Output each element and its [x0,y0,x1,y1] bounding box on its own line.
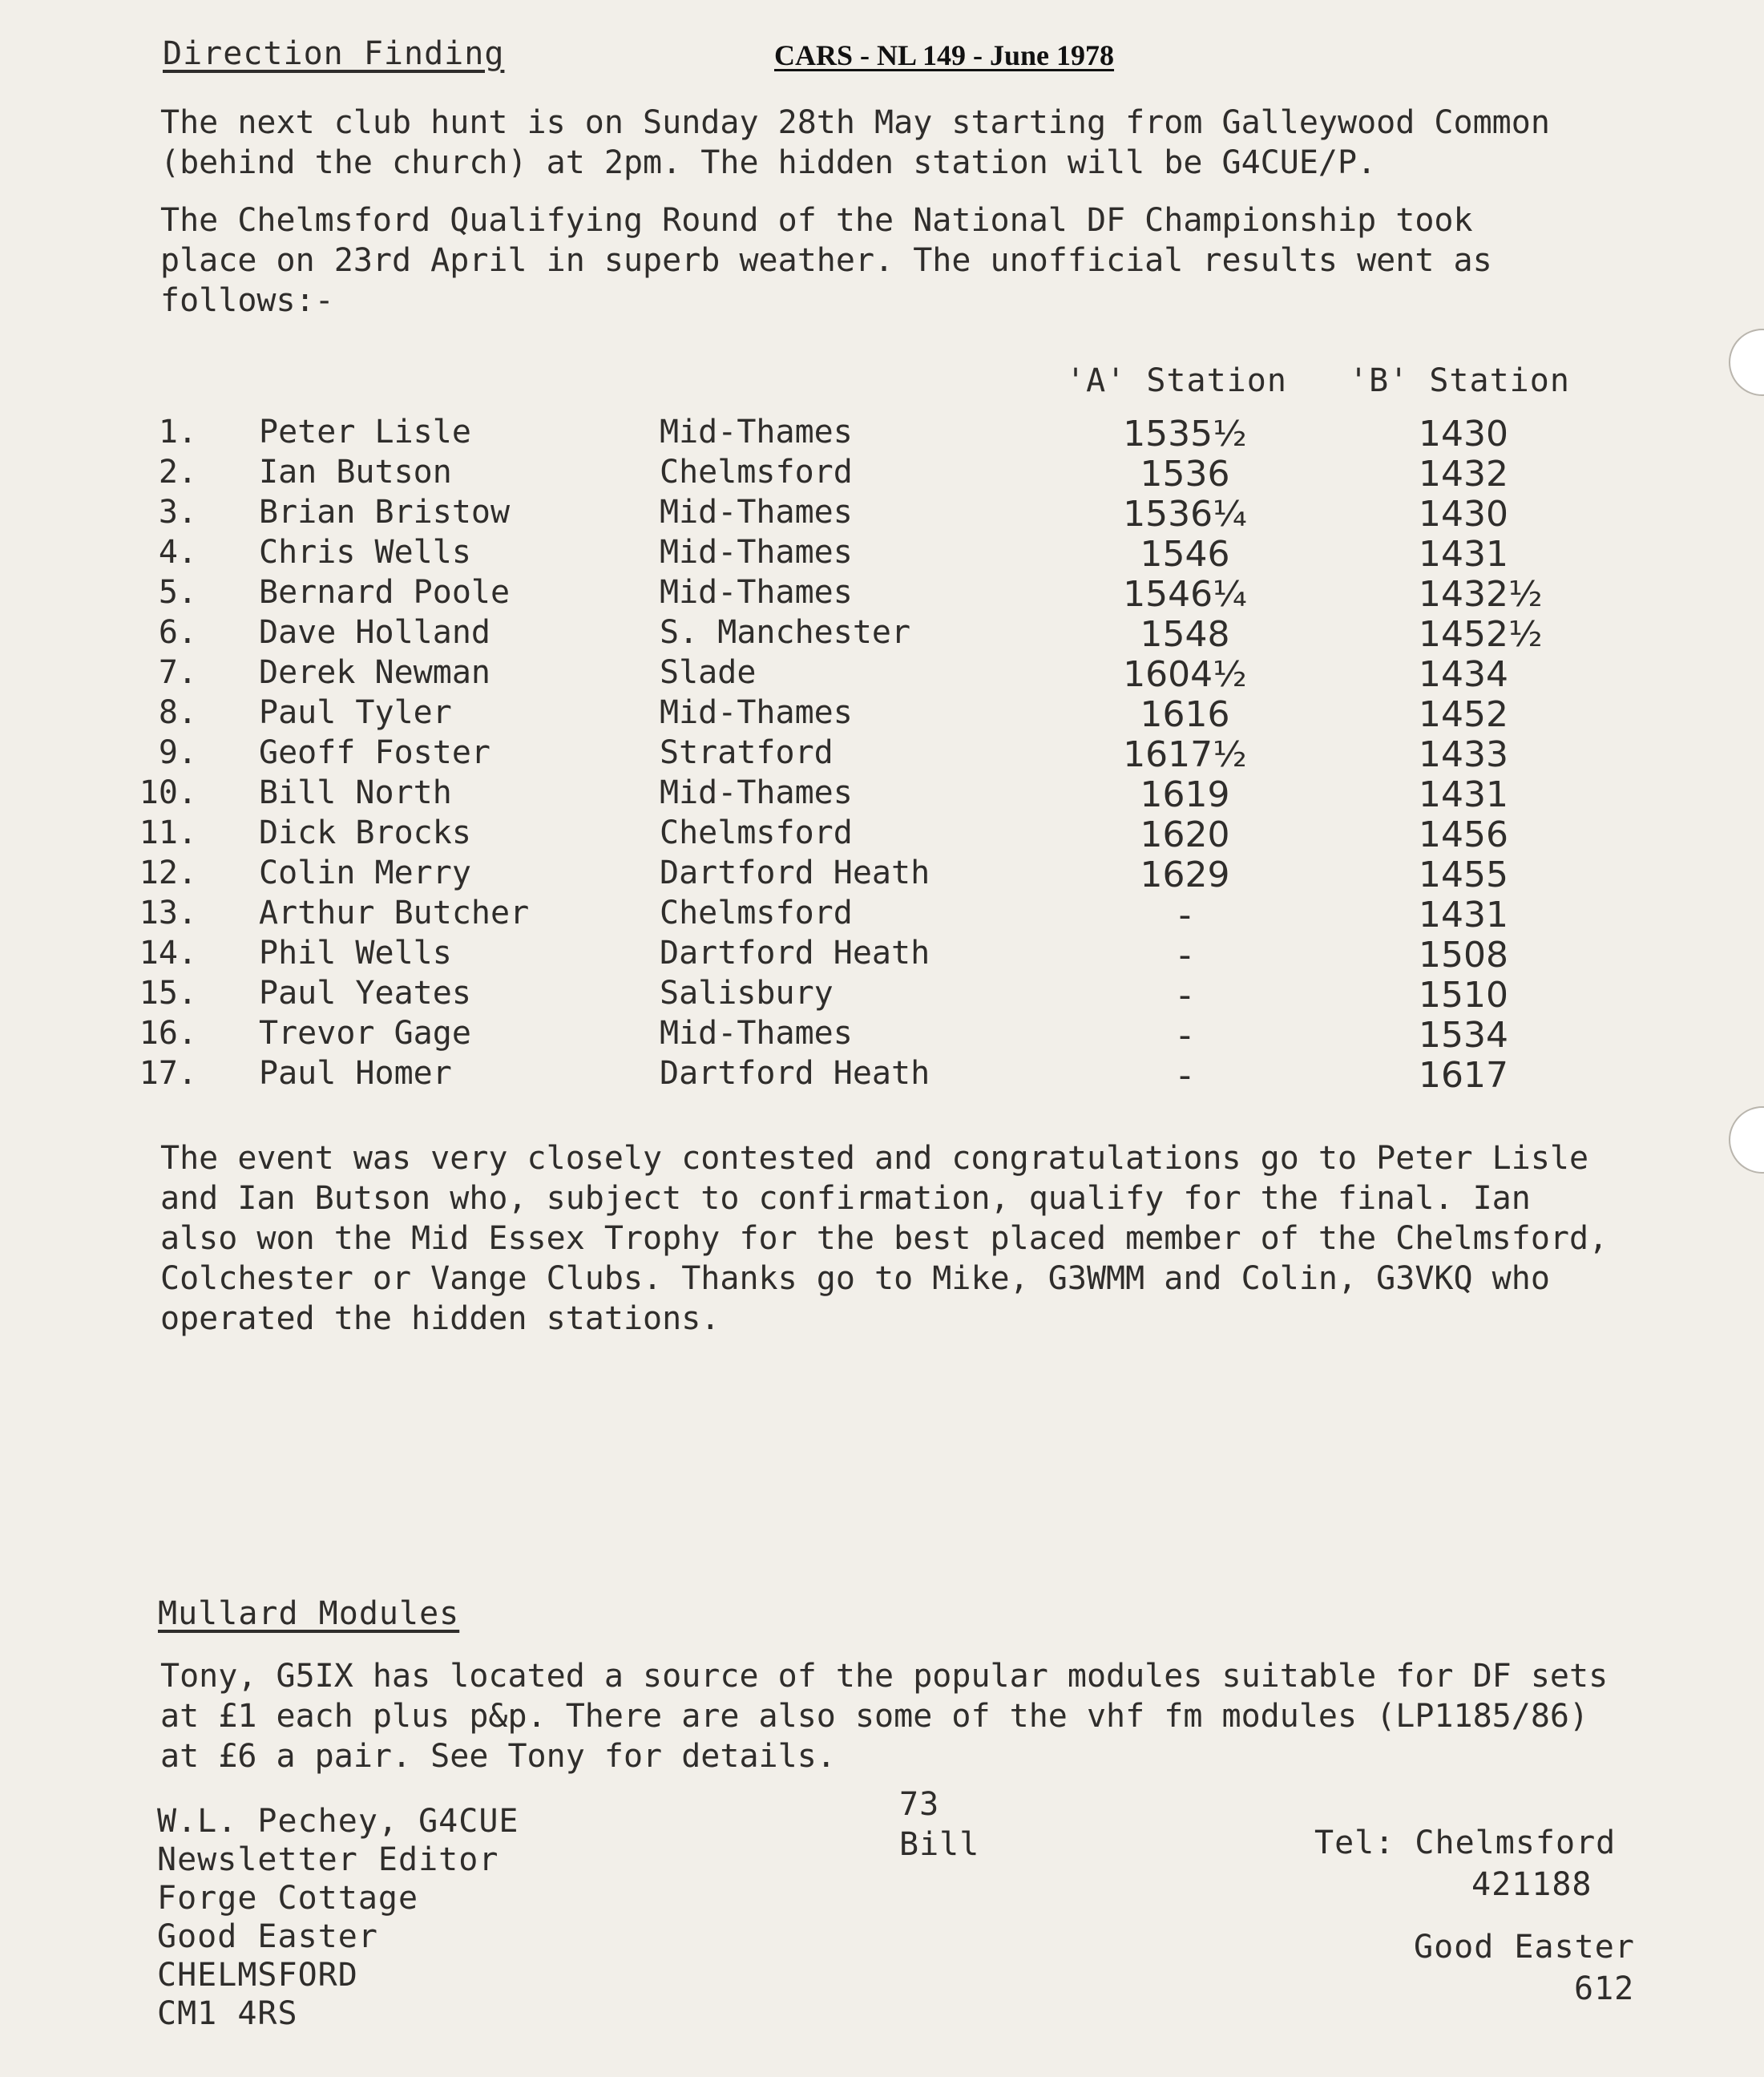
result-b-station: 1434 [1419,654,1508,695]
result-row [0,935,1764,975]
section-title-mullard-modules: Mullard Modules [158,1595,460,1632]
result-name: Arthur Butcher [259,895,530,931]
paragraph-line: Tony, G5IX has located a source of the popular modules suitable for DF sets [160,1658,1609,1695]
result-rank: 2. [158,454,197,491]
result-a-station: 1536 [1140,454,1230,495]
result-row [0,774,1764,814]
result-name: Bill North [259,774,452,811]
paragraph-line: at £1 each plus p&p. There are also some of the vhf fm modules (LP1185/86) [160,1698,1589,1735]
result-b-station: 1430 [1419,414,1508,455]
result-rank: 17. [139,1055,197,1092]
good-easter-number: 612 [1574,1970,1635,2007]
paragraph-line: The next club hunt is on Sunday 28th May starting from Galleywood Common [160,104,1550,141]
result-club: Salisbury [660,975,834,1012]
result-a-station: 1616 [1140,694,1230,735]
result-row [0,694,1764,734]
result-club: Mid-Thames [660,1015,853,1052]
result-rank: 12. [139,855,197,891]
result-b-station: 1508 [1419,935,1508,976]
result-b-station: 1452 [1419,694,1508,735]
result-name: Bernard Poole [259,574,511,611]
result-rank: 13. [139,895,197,931]
hole-punch-mark [1729,329,1764,396]
result-row [0,414,1764,454]
address-line: Newsletter Editor [157,1841,499,1878]
result-b-station: 1430 [1419,494,1508,535]
result-row [0,895,1764,935]
result-rank: 3. [158,494,197,531]
result-b-station: 1510 [1419,975,1508,1016]
result-a-station: - [1178,895,1192,935]
result-b-station: 1455 [1419,855,1508,895]
result-a-station: 1536¼ [1123,494,1247,535]
result-club: Mid-Thames [660,774,853,811]
paragraph-line: place on 23rd April in superb weather. The unofficial results went as [160,242,1492,279]
result-a-station: - [1178,975,1192,1016]
result-row [0,855,1764,895]
result-club: Stratford [660,734,834,771]
sign-off-name: Bill [899,1826,980,1863]
result-club: Dartford Heath [660,855,930,891]
result-rank: 1. [158,414,197,451]
result-club: Mid-Thames [660,534,853,571]
result-b-station: 1432½ [1419,574,1543,615]
result-club: Mid-Thames [660,574,853,611]
summary-paragraph [160,1138,1608,1339]
result-a-station: 1617½ [1123,734,1247,775]
result-name: Trevor Gage [259,1015,471,1052]
paragraph-line: operated the hidden stations. [160,1300,721,1337]
result-row [0,654,1764,694]
address-line: CM1 4RS [157,1995,298,2032]
result-row [0,534,1764,574]
result-name: Peter Lisle [259,414,471,451]
result-row [0,1015,1764,1055]
result-club: Chelmsford [660,454,853,491]
result-b-station: 1431 [1419,774,1508,815]
result-club: Mid-Thames [660,494,853,531]
result-a-station: 1535½ [1123,414,1247,455]
column-header-a-station: 'A' Station [1066,362,1287,399]
result-row [0,614,1764,654]
hole-punch-mark [1729,1106,1764,1174]
paragraph-line: Colchester or Vange Clubs. Thanks go to Mike, G3WMM and Colin, G3VKQ who [160,1260,1550,1297]
result-rank: 15. [139,975,197,1012]
telephone-label: Tel: Chelmsford [1314,1824,1617,1861]
column-header-b-station: 'B' Station [1349,362,1570,399]
result-club: Mid-Thames [660,414,853,451]
result-name: Paul Yeates [259,975,471,1012]
result-rank: 8. [158,694,197,731]
result-name: Colin Merry [259,855,471,891]
result-rank: 9. [158,734,197,771]
result-row [0,1055,1764,1095]
result-name: Dick Brocks [259,814,471,851]
paragraph-line: follows:- [160,282,334,319]
result-club: Chelmsford [660,895,853,931]
paragraph-line: (behind the church) at 2pm. The hidden station will be G4CUE/P. [160,144,1377,181]
address-line: W.L. Pechey, G4CUE [157,1803,519,1840]
result-row [0,734,1764,774]
result-row [0,814,1764,855]
paragraph-line: at £6 a pair. See Tony for details. [160,1738,836,1775]
paragraph-line: and Ian Butson who, subject to confirmation, qualify for the final. Ian [160,1180,1531,1217]
result-name: Phil Wells [259,935,452,972]
result-a-station: 1604½ [1123,654,1247,695]
result-club: Dartford Heath [660,935,930,972]
result-b-station: 1433 [1419,734,1508,775]
address-line: Good Easter [157,1918,378,1955]
result-club: Slade [660,654,757,691]
result-row [0,975,1764,1015]
result-rank: 16. [139,1015,197,1052]
paragraph-line: The Chelmsford Qualifying Round of the National DF Championship took [160,202,1473,239]
result-name: Chris Wells [259,534,471,571]
result-name: Ian Butson [259,454,452,491]
intro-paragraph [160,103,1550,183]
result-a-station: - [1178,1055,1192,1096]
result-rank: 4. [158,534,197,571]
result-b-station: 1432 [1419,454,1508,495]
result-a-station: 1546¼ [1123,574,1247,615]
result-row [0,574,1764,614]
result-b-station: 1431 [1419,895,1508,935]
result-b-station: 1534 [1419,1015,1508,1056]
result-name: Geoff Foster [259,734,490,771]
qualifying-paragraph [160,200,1492,321]
sign-off-73: 73 [899,1786,940,1823]
result-rank: 6. [158,614,197,651]
result-b-station: 1452½ [1419,614,1543,655]
result-rank: 10. [139,774,197,811]
address-line: CHELMSFORD [157,1957,358,1994]
result-club: Mid-Thames [660,694,853,731]
result-b-station: 1456 [1419,814,1508,855]
editor-address [157,1802,519,2033]
result-b-station: 1617 [1419,1055,1508,1096]
address-line: Forge Cottage [157,1880,419,1917]
result-a-station: - [1178,1015,1192,1056]
result-row [0,454,1764,494]
paragraph-line: also won the Mid Essex Trophy for the best placed member of the Chelmsford, [160,1220,1609,1257]
result-a-station: 1548 [1140,614,1230,655]
result-row [0,494,1764,534]
paragraph-line: The event was very closely contested and congratulations go to Peter Lisle [160,1140,1589,1177]
result-b-station: 1431 [1419,534,1508,575]
result-name: Brian Bristow [259,494,511,531]
result-name: Paul Tyler [259,694,452,731]
result-club: S. Manchester [660,614,911,651]
result-a-station: 1546 [1140,534,1230,575]
result-club: Dartford Heath [660,1055,930,1092]
result-club: Chelmsford [660,814,853,851]
result-rank: 11. [139,814,197,851]
result-a-station: - [1178,935,1192,976]
section-title-direction-finding: Direction Finding [163,35,505,72]
result-rank: 7. [158,654,197,691]
result-a-station: 1619 [1140,774,1230,815]
good-easter-label: Good Easter [1414,1929,1635,1966]
result-rank: 14. [139,935,197,972]
telephone-number: 421188 [1471,1866,1592,1903]
result-name: Derek Newman [259,654,490,691]
result-name: Dave Holland [259,614,490,651]
result-a-station: 1620 [1140,814,1230,855]
mullard-paragraph [160,1656,1608,1776]
result-a-station: 1629 [1140,855,1230,895]
result-rank: 5. [158,574,197,611]
newsletter-masthead: CARS - NL 149 - June 1978 [774,39,1115,71]
result-name: Paul Homer [259,1055,452,1092]
